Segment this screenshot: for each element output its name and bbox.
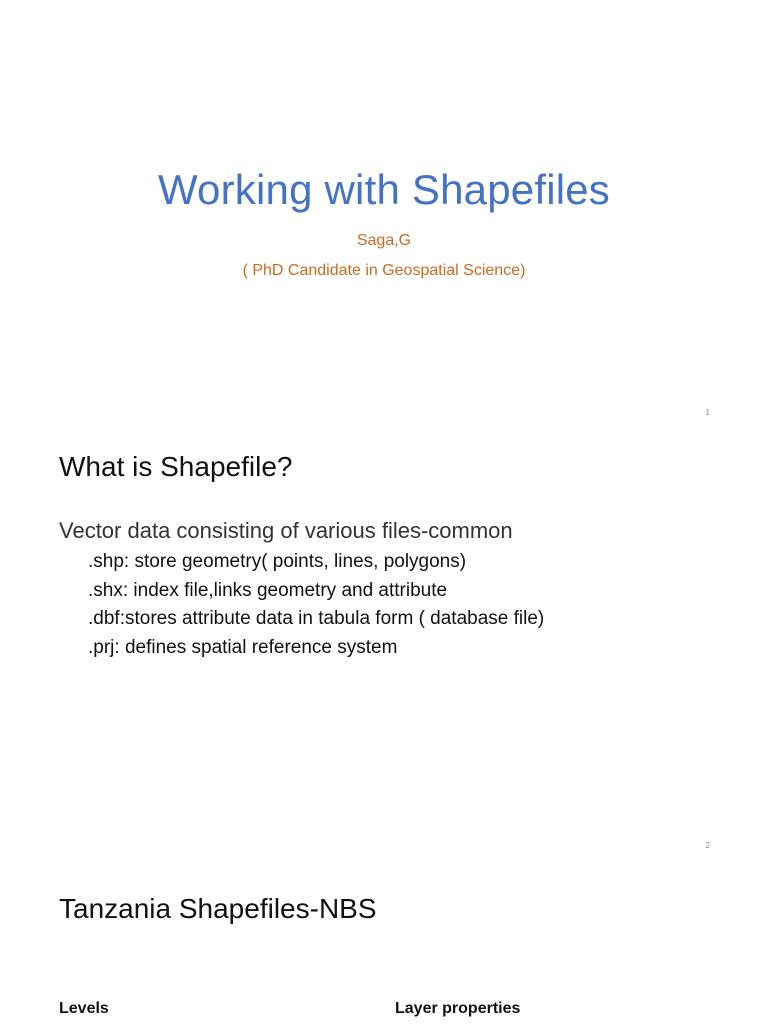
presentation-title: Working with Shapefiles (157, 166, 611, 213)
author-name: Saga,G (356, 232, 412, 249)
levels-column-header: Levels (59, 1000, 109, 1017)
slide-what-is-shapefile (0, 433, 768, 866)
slide-title (0, 0, 768, 433)
file-extension-list (88, 548, 544, 662)
slide-tanzania-shapefiles (0, 866, 768, 1024)
list-item: .dbf:stores attribute data in tabula form ( database file) (88, 608, 545, 629)
page-number: 1 (705, 408, 710, 417)
layer-properties-column-header: Layer properties (395, 1000, 521, 1017)
list-item: .prj: defines spatial reference system (88, 636, 398, 658)
page-number: 2 (705, 841, 710, 850)
author-role: ( PhD Candidate in Geospatial Science) (242, 262, 526, 279)
list-item: .shx: index file,links geometry and attribute (88, 579, 448, 601)
lead-text: Vector data consisting of various files-common (59, 518, 513, 543)
slide-heading: What is Shapefile? (59, 451, 293, 482)
slide-heading: Tanzania Shapefiles-NBS (59, 893, 377, 924)
list-item: .shp: store geometry( points, lines, polygons) (88, 551, 467, 572)
